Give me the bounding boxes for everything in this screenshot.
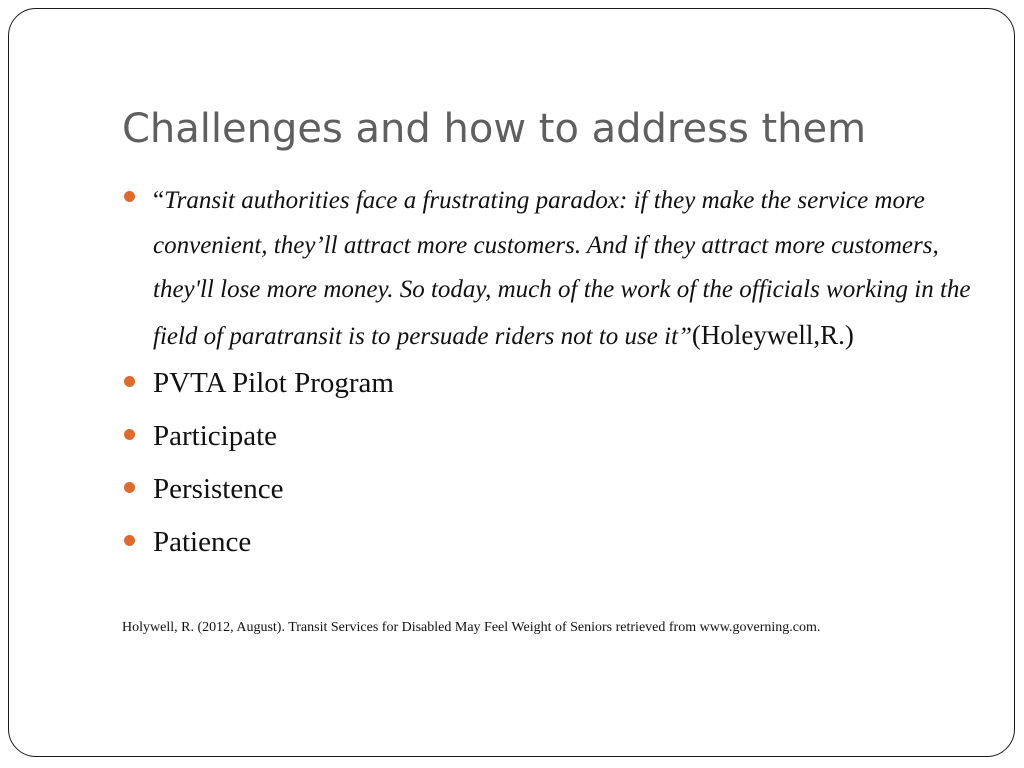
slide-frame [8, 8, 1015, 757]
bullet-item-participate [122, 418, 982, 454]
bullet-item-persistence [122, 471, 982, 507]
bullet-dot-icon [124, 191, 135, 202]
bullet-dot-icon [124, 535, 135, 546]
quote-text: Transit authorities face a frustrating paradox: if they make the service more convenient, they’ll attract more customers. And if they attract more customers, they'll lose more money. So today, much of the work of the officials working in the field of paratransit is to persuade riders not to use it” [153, 187, 971, 350]
bullet-list [122, 179, 982, 577]
bullet-dot-icon [124, 376, 135, 387]
bullet-item-quote [122, 179, 982, 359]
bullet-item-patience [122, 524, 982, 560]
bullet-dot-icon [124, 429, 135, 440]
bullet-item-pilot-program [122, 365, 982, 401]
slide-title: Challenges and how to address them [122, 106, 867, 152]
quote-open-mark: “ [153, 187, 165, 214]
quote-source: (Holeywell,R.) [691, 319, 854, 350]
bullet-text: Participate [153, 420, 278, 452]
bullet-text: PVTA Pilot Program [153, 367, 394, 399]
bullet-dot-icon [124, 482, 135, 493]
bullet-text: Patience [153, 526, 252, 558]
reference-citation: Holywell, R. (2012, August). Transit Services for Disabled May Feel Weight of Seniors retrieved from www.governing.com. [122, 620, 821, 635]
bullet-text: Persistence [153, 473, 284, 505]
